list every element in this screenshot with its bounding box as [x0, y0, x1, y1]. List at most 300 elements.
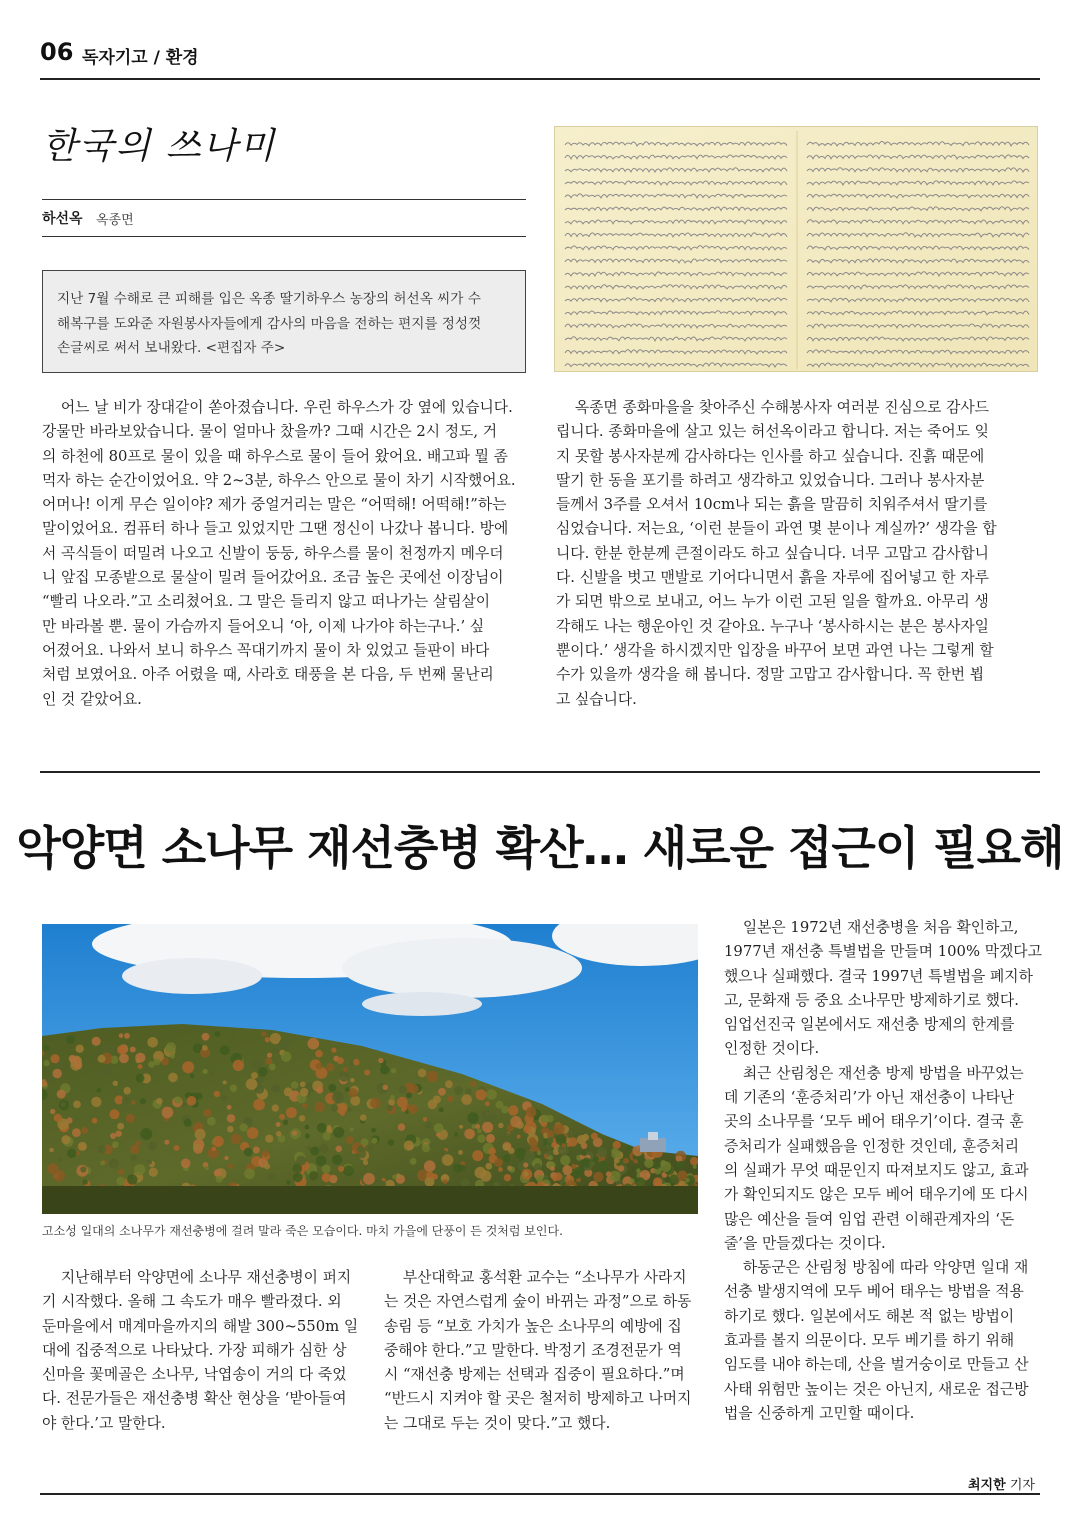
tree-canopy — [502, 1132, 511, 1141]
tree-canopy — [130, 1047, 136, 1053]
tree-canopy — [380, 1065, 389, 1074]
tree-canopy — [582, 1134, 589, 1141]
tree-canopy — [110, 1109, 120, 1119]
tree-canopy — [92, 1118, 98, 1124]
tree-canopy — [597, 1147, 607, 1157]
tree-canopy — [363, 1173, 375, 1185]
tree-canopy — [339, 1071, 349, 1081]
tree-canopy — [276, 1131, 282, 1137]
tree-canopy — [251, 1058, 262, 1069]
tree-canopy — [630, 1178, 635, 1183]
tree-canopy — [406, 1092, 412, 1098]
tree-canopy — [98, 1055, 106, 1063]
tree-canopy — [391, 1068, 396, 1073]
tree-canopy — [122, 1097, 130, 1105]
tree-canopy — [43, 1045, 49, 1051]
tree-canopy — [262, 1150, 269, 1157]
tree-canopy — [465, 1088, 472, 1095]
tree-canopy — [140, 1128, 152, 1140]
tree-canopy — [398, 1123, 405, 1130]
tree-canopy — [216, 1176, 223, 1183]
tree-canopy — [126, 1114, 135, 1123]
tree-canopy — [343, 1067, 348, 1072]
tree-canopy — [224, 1156, 228, 1160]
tree-canopy — [305, 1125, 310, 1130]
tree-canopy — [135, 1053, 145, 1063]
tree-canopy — [337, 1057, 344, 1064]
tree-canopy — [388, 1139, 395, 1146]
tree-canopy — [644, 1159, 653, 1168]
tree-canopy — [453, 1164, 462, 1173]
tree-canopy — [508, 1105, 518, 1115]
tree-canopy — [454, 1086, 463, 1095]
tree-canopy — [332, 1155, 342, 1165]
tree-canopy — [560, 1155, 570, 1165]
tree-canopy — [195, 1129, 206, 1140]
tree-canopy — [100, 1161, 105, 1166]
tree-canopy — [548, 1155, 553, 1160]
tree-canopy — [203, 1109, 211, 1117]
tree-canopy — [221, 1095, 227, 1101]
tree-canopy — [507, 1166, 512, 1171]
tree-canopy — [212, 1147, 217, 1152]
tree-canopy — [409, 1084, 418, 1093]
author-rule-top — [42, 199, 526, 200]
tree-canopy — [399, 1086, 407, 1094]
tree-canopy — [76, 1045, 84, 1053]
tree-canopy — [316, 1063, 323, 1070]
section-divider — [40, 771, 1040, 773]
tree-canopy — [67, 1149, 76, 1158]
tree-canopy — [529, 1137, 536, 1144]
tree-canopy — [305, 1133, 310, 1138]
tree-canopy — [472, 1150, 483, 1161]
tree-canopy — [653, 1162, 660, 1169]
tree-canopy — [623, 1158, 629, 1164]
tree-canopy — [418, 1069, 427, 1078]
tree-canopy — [66, 1035, 75, 1044]
tree-canopy — [494, 1158, 503, 1167]
tree-canopy — [388, 1099, 395, 1106]
header-rule — [40, 78, 1040, 80]
tree-canopy — [244, 1148, 253, 1157]
tree-canopy — [470, 1081, 476, 1087]
tree-canopy — [685, 1178, 689, 1182]
tree-canopy — [378, 1058, 383, 1063]
tree-canopy — [168, 1073, 178, 1083]
tree-canopy — [81, 1127, 88, 1134]
tree-canopy — [78, 1142, 87, 1151]
tree-canopy — [80, 1166, 86, 1172]
tree-canopy — [283, 1120, 288, 1125]
handwriting-illustration — [555, 127, 1038, 372]
tree-canopy — [370, 1098, 381, 1109]
tree-canopy — [554, 1172, 562, 1180]
tree-canopy — [134, 1164, 145, 1175]
tree-canopy — [292, 1131, 297, 1136]
tree-canopy — [231, 1134, 242, 1145]
tree-canopy — [264, 1163, 270, 1169]
tree-canopy — [162, 1107, 174, 1119]
tree-canopy — [371, 1128, 376, 1133]
tree-canopy — [309, 1171, 318, 1180]
tree-canopy — [265, 1135, 273, 1143]
tree-canopy — [74, 1061, 82, 1069]
tree-canopy — [392, 1175, 397, 1180]
tree-canopy — [693, 1165, 697, 1169]
tree-canopy — [187, 1096, 197, 1106]
tree-canopy — [547, 1137, 554, 1144]
tree-canopy — [193, 1144, 200, 1151]
tree-canopy — [140, 1098, 146, 1104]
tree-canopy — [363, 1160, 368, 1165]
tree-canopy — [331, 1048, 336, 1053]
tree-canopy — [276, 1122, 281, 1127]
tree-canopy — [336, 1146, 343, 1153]
tree-canopy — [117, 1123, 124, 1130]
tree-canopy — [49, 1148, 54, 1153]
tree-canopy — [523, 1171, 528, 1176]
handwritten-letter-photo — [554, 126, 1038, 372]
tree-canopy — [581, 1151, 586, 1156]
tree-canopy — [299, 1115, 305, 1121]
tree-canopy — [568, 1137, 577, 1146]
tree-canopy — [503, 1155, 510, 1162]
tree-canopy — [72, 1128, 81, 1137]
tree-canopy — [91, 1097, 101, 1107]
tree-canopy — [477, 1129, 482, 1134]
tree-canopy — [322, 1173, 331, 1182]
tree-canopy — [170, 1053, 175, 1058]
footer-rule — [40, 1493, 1040, 1495]
tree-canopy — [267, 1053, 272, 1058]
reporter-role: 기자 — [1009, 1478, 1035, 1493]
tree-canopy — [387, 1105, 393, 1111]
tree-canopy — [498, 1167, 503, 1172]
tree-canopy — [424, 1160, 436, 1172]
tree-canopy — [482, 1122, 493, 1133]
tree-canopy — [210, 1071, 214, 1075]
tree-canopy — [109, 1159, 119, 1169]
tree-canopy — [501, 1106, 509, 1114]
tree-canopy — [348, 1088, 357, 1097]
tree-canopy — [110, 1133, 116, 1139]
tree-canopy — [59, 1158, 63, 1162]
tree-canopy — [636, 1168, 641, 1173]
article-column-3: 일본은 1972년 재선충병을 처음 확인하고, 1977년 재선충 특별법을 만들며 100% 막겠다고 했으나 실패했다. 결국 1997년 특별법을 폐지하 고, 문화재 등 중요 소나무만 방제하기로 했다. 임업선진국 일본에서도 재선충 방제의 한계를 인정한 것이다. 최근 산림청은 재선충 방제 방법을 바꾸었는 데 기존의 ‘훈증처리’가 아닌 재선충이 나타난 곳의 소나무를 ‘모두 베어 태우기’이다. 결국 훈 증처리가 실패했음을 인정한 것인데, 훈증처리 의 실패가 무엇 때문인지 따져보지도 않고, 효과 가 확인되지도 않은 모두 베어 태우기에 또 다시 많은 예산을 들여 임업 관련 이해관계자의 ‘돈 줄’을 만들겠다는 것이다. 하동군은 산림청 방침에 따라 악양면 일대 재 선충 발생지역에 모두 베어 태우는 방법을 적용 하기로 했다. 일본에서도 해본 적 없는 방법이 효과를 볼지 의문이다. 모두 베기를 하기 위해 임도를 내야 하는데, 산을 벌거숭이로 만들고 산 사태 위험만 높이는 것은 아닌지, 새로운 접근방 법을 신중하게 고민할 때이다. — [724, 919, 1042, 1422]
tree-canopy — [147, 1037, 158, 1048]
tree-canopy — [357, 1145, 364, 1152]
tree-canopy — [544, 1154, 548, 1158]
tree-canopy — [271, 1084, 280, 1093]
tree-canopy — [443, 1179, 448, 1184]
tree-canopy — [571, 1164, 575, 1168]
tree-canopy — [202, 1045, 208, 1051]
tree-canopy — [272, 1047, 279, 1054]
tree-canopy — [397, 1097, 408, 1108]
tree-canopy — [310, 1147, 319, 1156]
tree-canopy — [174, 1097, 181, 1104]
tree-canopy — [315, 1102, 325, 1112]
tree-canopy — [315, 1050, 323, 1058]
tree-canopy — [182, 1061, 194, 1073]
page-number: 06 — [40, 38, 74, 66]
tree-canopy — [486, 1089, 497, 1100]
tree-canopy — [553, 1123, 565, 1135]
tree-canopy — [54, 1114, 62, 1122]
tree-canopy — [410, 1158, 417, 1165]
photo-caption: 고소성 일대의 소나무가 재선충병에 걸려 말라 죽은 모습이다. 마치 가을에 단풍이 든 것처럼 보인다. — [42, 1224, 563, 1238]
tree-canopy — [485, 1163, 492, 1170]
author-rule-bottom — [42, 236, 526, 237]
tree-canopy — [82, 1179, 87, 1184]
tree-canopy — [316, 1087, 323, 1094]
tree-canopy — [343, 1165, 354, 1176]
tree-canopy — [296, 1156, 306, 1166]
tree-canopy — [438, 1088, 446, 1096]
tree-canopy — [164, 1140, 169, 1145]
tree-canopy — [404, 1140, 414, 1150]
tree-canopy — [546, 1144, 552, 1150]
tree-canopy — [116, 1177, 125, 1186]
tree-canopy — [118, 1169, 124, 1175]
tree-canopy — [112, 1141, 119, 1148]
tree-canopy — [97, 1088, 102, 1093]
tree-canopy — [281, 1052, 291, 1062]
tree-canopy — [333, 1127, 344, 1138]
tree-canopy — [207, 1117, 216, 1126]
tree-canopy — [98, 1145, 106, 1153]
tree-canopy — [113, 1081, 118, 1086]
tree-canopy — [116, 1131, 122, 1137]
tree-canopy — [350, 1078, 355, 1083]
tree-canopy — [136, 1141, 141, 1146]
tree-canopy — [477, 1135, 485, 1143]
tree-canopy — [127, 1174, 137, 1184]
tree-canopy — [425, 1122, 432, 1129]
tree-canopy — [124, 1033, 130, 1039]
tree-canopy — [676, 1155, 683, 1162]
tree-canopy — [332, 1091, 344, 1103]
tree-canopy — [268, 1173, 276, 1181]
tree-canopy — [136, 1074, 145, 1083]
tree-canopy — [279, 1114, 285, 1120]
tree-canopy — [467, 1112, 478, 1123]
tree-canopy — [253, 1147, 260, 1154]
tree-canopy — [166, 1042, 177, 1053]
tree-canopy — [130, 1145, 139, 1154]
tree-canopy — [331, 1105, 338, 1112]
tree-canopy — [73, 1101, 81, 1109]
tree-canopy — [442, 1154, 454, 1166]
tree-canopy — [156, 1098, 162, 1104]
tree-canopy — [609, 1171, 620, 1182]
tree-canopy — [537, 1151, 541, 1155]
tree-canopy — [291, 1081, 299, 1089]
tree-canopy — [368, 1145, 373, 1150]
tree-canopy — [182, 1103, 187, 1108]
tree-canopy — [286, 1180, 291, 1185]
tree-canopy — [541, 1115, 549, 1123]
tree-canopy — [147, 1159, 152, 1164]
tree-canopy — [214, 1091, 220, 1097]
tree-canopy — [562, 1143, 567, 1148]
section-label: 독자기고 / 환경 — [82, 48, 199, 68]
tree-canopy — [426, 1171, 433, 1178]
tree-canopy — [383, 1085, 389, 1091]
tree-canopy — [50, 1054, 59, 1063]
tree-canopy — [53, 1069, 62, 1078]
tree-canopy — [205, 1166, 209, 1170]
tree-canopy — [253, 1099, 265, 1111]
letter-title: 한국의 쓰나미 — [42, 126, 277, 167]
tree-canopy — [611, 1148, 618, 1155]
tree-canopy — [475, 1124, 480, 1129]
tree-canopy — [428, 1100, 438, 1110]
tree-canopy — [429, 1143, 435, 1149]
tree-canopy — [202, 1033, 210, 1041]
reporter-name: 최지한 — [968, 1478, 1006, 1493]
tree-canopy — [246, 1078, 258, 1090]
tree-canopy — [258, 1067, 268, 1077]
tree-canopy — [485, 1101, 490, 1106]
tree-canopy — [371, 1138, 377, 1144]
tree-canopy — [214, 1031, 220, 1037]
tree-canopy — [353, 1059, 359, 1065]
tree-canopy — [536, 1175, 543, 1182]
tree-canopy — [338, 1166, 344, 1172]
tree-canopy — [476, 1089, 487, 1100]
tree-canopy — [319, 1144, 328, 1153]
tree-canopy — [190, 1074, 195, 1079]
tree-canopy — [66, 1117, 72, 1123]
tree-canopy — [317, 1123, 327, 1133]
tree-canopy — [447, 1096, 453, 1102]
tree-canopy — [660, 1161, 671, 1172]
tree-canopy — [69, 1055, 76, 1062]
pine-forest-photo — [42, 924, 698, 1214]
tree-canopy — [360, 1114, 367, 1121]
article-column-1: 지난해부터 악양면에 소나무 재선충병이 퍼지 기 시작했다. 올해 그 속도가 매우 빨라졌다. 외 둔마을에서 매계마을까지의 해발 300~550m 일 대에 집중적으로 나타났다. 가장 피해가 심한 상 신마을 꽃메골은 소나무, 낙엽송이 거의 다 죽었 다. 전문가들은 재선충병 확산 현상을 ‘받아들여 야 한다.’고 말한다. — [42, 1269, 359, 1432]
letter-column-left: 어느 날 비가 장대같이 쏟아졌습니다. 우린 하우스가 강 옆에 있습니다. 강물만 바라보았습니다. 물이 얼마나 찼을까? 그때 시간은 2시 정도, 거 의 하천에 80프로 물이 있을 때 하우스로 물이 들어 왔어요. 배고파 뭘 좀 먹자 하는 순간이었어요. 약 2~3분, 하우스 안으로 물이 차기 시작했어요. 어머나! 이게 무슨 일이야? 제가 중얼거리는 말은 “어떡해! 어떡해!”하는 말이었어요. 컴퓨터 하나 들고 있었지만 그땐 정신이 나갔나 봅니다. 방에 서 곡식들이 떠밀려 나오고 신발이 둥둥, 하우스를 물이 천정까지 메우더 니 앞집 모종밭으로 물살이 밀려 들어갔어요. 조금 높은 곳에선 이장님이 “빨리 나오라.”고 소리쳤어요. 그 말은 들리지 않고 떠나가는 살림살이 만 바라볼 뿐. 물이 가슴까지 들어오니 ‘아, 이제 나가야 하는구나.’ 싶 어졌어요. 나와서 보니 하우스 꼭대기까지 물이 차 있었고 들판이 바다 처럼 보였어요. 아주 어렸을 때, 사라호 태풍을 본 다음, 두 번째 물난리 인 것 같았어요. — [42, 399, 516, 708]
tree-canopy — [550, 1166, 555, 1171]
tree-canopy — [634, 1159, 638, 1163]
tree-canopy — [346, 1136, 354, 1144]
tree-canopy — [302, 1103, 307, 1108]
tree-canopy — [50, 1109, 55, 1114]
tree-canopy — [265, 1037, 270, 1042]
tree-canopy — [593, 1172, 603, 1182]
tree-canopy — [526, 1107, 537, 1118]
tree-canopy — [223, 1081, 227, 1085]
tree-canopy — [408, 1104, 417, 1113]
tree-canopy — [244, 1168, 255, 1179]
tree-canopy — [247, 1127, 259, 1139]
tree-canopy — [461, 1094, 472, 1105]
tree-canopy — [458, 1150, 463, 1155]
tree-canopy — [148, 1061, 155, 1068]
author-place: 옥종면 — [96, 213, 134, 228]
tree-canopy — [510, 1116, 521, 1127]
tree-canopy — [459, 1125, 463, 1129]
tree-canopy — [316, 1156, 327, 1167]
tree-canopy — [504, 1174, 511, 1181]
tree-canopy — [464, 1129, 475, 1140]
article-column-2: 부산대학교 홍석환 교수는 “소나무가 사라지 는 것은 자연스럽게 숲이 바뀌는 과정”으로 하동 송림 등 “보호 가치가 높은 소나무의 예방에 집 중해야 한다.”고 말한다. 박정기 조경전문가 역 시 “재선충 방제는 선택과 집중이 필요하다.”며 “반드시 지켜야 할 곳은 철저히 방제하고 나머지 는 그대로 두는 것이 맞다.”고 했다. — [384, 1269, 692, 1432]
tree-canopy — [184, 1119, 192, 1127]
tree-canopy — [503, 1144, 510, 1151]
letter-column-right: 옥종면 종화마을을 찾아주신 수해봉사자 여러분 진심으로 감사드 립니다. 종화마을에 살고 있는 허선옥이라고 합니다. 저는 죽어도 잊 지 못할 봉사자분께 감사하다는 인사를 하고 싶습니다. 진흙 때문에 딸기 한 동을 포기를 하려고 생각하고 있었습니다. 그러나 봉사자분 들께서 3주를 오셔서 10cm나 되는 흙을 말끔히 치워주셔서 딸기를 심었습니다. 저는요, ‘이런 분들이 과연 몇 분이나 계실까?’ 생각을 합 니다. 한분 한분께 큰절이라도 하고 싶습니다. 너무 고맙고 감사합니 다. 신발을 벗고 맨발로 기어다니면서 흙을 자루에 집어넣고 한 자루 가 되면 밖으로 보내고, 어느 누가 이런 고된 일을 할까요. 아무리 생 각해도 나는 행운아인 것 같아요. 누구나 ‘봉사하시는 분은 봉사자일 뿐이다.’ 생각을 하시겠지만 입장을 바꾸어 보면 과연 나는 그렇게 할 수가 있을까 생각을 해 봅니다. 정말 고맙고 감사합니다. 꼭 한번 뵙 고 싶습니다. — [556, 399, 997, 708]
tree-canopy — [119, 1054, 129, 1064]
tree-canopy — [138, 1064, 143, 1069]
tree-canopy — [480, 1170, 491, 1181]
tree-canopy — [131, 1100, 136, 1105]
tree-canopy — [233, 1060, 244, 1071]
tree-canopy — [229, 1035, 236, 1042]
tree-canopy — [102, 1043, 113, 1054]
tree-canopy — [598, 1161, 609, 1172]
tree-canopy — [523, 1162, 528, 1167]
tree-canopy — [613, 1141, 621, 1149]
tree-canopy — [329, 1084, 337, 1092]
tree-canopy — [618, 1165, 624, 1171]
tree-canopy — [523, 1125, 531, 1133]
tree-canopy — [575, 1166, 583, 1174]
tree-canopy — [524, 1151, 535, 1162]
tree-canopy — [627, 1145, 632, 1150]
tree-canopy — [119, 1033, 124, 1038]
author-name: 하선옥 — [42, 211, 83, 227]
tree-canopy — [508, 1148, 514, 1154]
tree-canopy — [350, 1127, 354, 1131]
tree-canopy — [117, 1045, 126, 1054]
editor-note: 지난 7월 수해로 큰 피해를 입은 옥종 딸기하우스 농장의 허선옥 씨가 수 해복구를 도와준 자원봉사자들에게 감사의 마음을 전하는 편지를 정성껏 손글씨로 써서 보내왔다. <편집자 주> — [42, 270, 526, 373]
tree-canopy — [427, 1071, 438, 1082]
tree-canopy — [57, 1090, 66, 1099]
tree-canopy — [488, 1147, 496, 1155]
tree-canopy — [293, 1172, 303, 1182]
tree-canopy — [230, 1085, 237, 1092]
tree-canopy — [53, 1170, 65, 1182]
tree-canopy — [251, 1072, 258, 1079]
tree-canopy — [323, 1132, 331, 1140]
tree-canopy — [286, 1107, 297, 1118]
tree-canopy — [227, 1126, 234, 1133]
tree-canopy — [240, 1123, 248, 1131]
tree-canopy — [364, 1070, 370, 1076]
tree-canopy — [149, 1168, 158, 1177]
tree-canopy — [486, 1134, 495, 1143]
tree-canopy — [454, 1132, 458, 1136]
tree-canopy — [614, 1158, 620, 1164]
tree-canopy — [131, 1155, 137, 1161]
tree-canopy — [390, 1095, 395, 1100]
tree-canopy — [101, 1067, 112, 1078]
tree-canopy — [92, 1037, 101, 1046]
tree-canopy — [181, 1159, 191, 1169]
tree-canopy — [265, 1058, 272, 1065]
tree-canopy — [148, 1142, 157, 1151]
tree-canopy — [445, 1080, 453, 1088]
tree-canopy — [517, 1135, 521, 1139]
tree-canopy — [606, 1171, 612, 1177]
tree-canopy — [151, 1031, 156, 1036]
tree-canopy — [228, 1164, 233, 1169]
tree-canopy — [279, 1038, 290, 1049]
tree-canopy — [272, 1104, 279, 1111]
tree-canopy — [300, 1088, 309, 1097]
tree-canopy — [498, 1123, 503, 1128]
